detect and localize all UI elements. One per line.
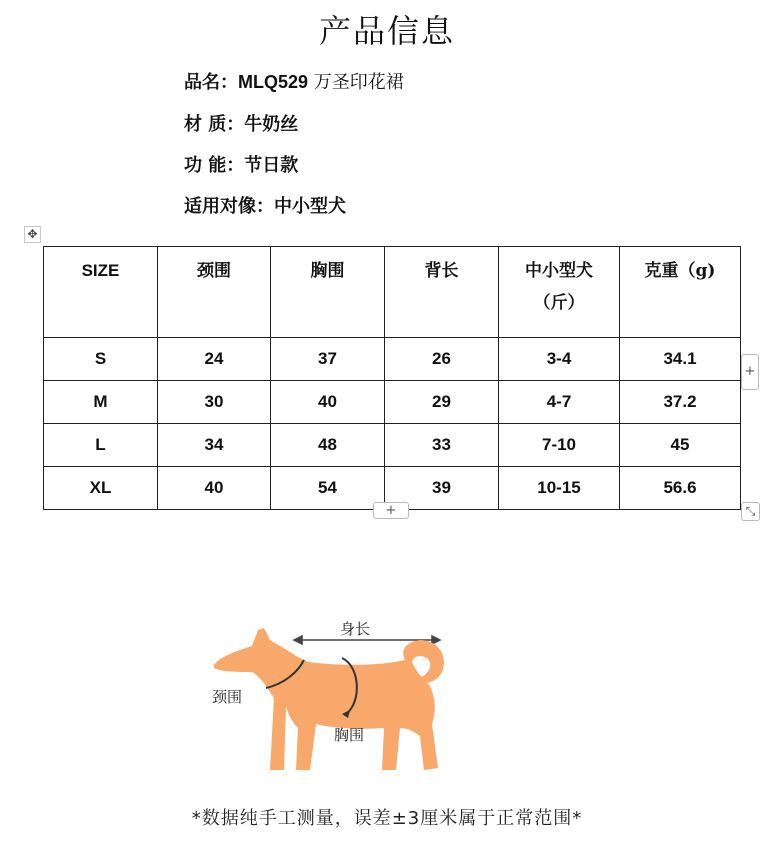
add-column-button[interactable]: + [741, 354, 759, 390]
page-title: 产品信息 [318, 12, 455, 50]
body-length-label: 身长 [340, 620, 371, 638]
table-cell[interactable]: 29 [385, 381, 499, 424]
table-move-handle-icon[interactable]: ✥ [24, 226, 41, 243]
table-cell[interactable]: 33 [385, 424, 499, 467]
header-dog-size-unit: （斤） [533, 293, 585, 313]
target-line [184, 192, 346, 218]
material-label: 材 质： [184, 114, 245, 135]
product-name-label: 品名： [184, 72, 238, 93]
material-line [184, 110, 298, 136]
measurement-footnote: *数据纯手工测量，误差±3厘米属于正常范围* [191, 808, 583, 829]
header-size[interactable]: SIZE [44, 247, 158, 338]
table-cell[interactable]: 7-10 [499, 424, 620, 467]
table-resize-icon[interactable]: ⤡ [741, 502, 760, 521]
table-cell[interactable]: 26 [385, 338, 499, 381]
neck-label: 颈围 [212, 688, 243, 706]
header-back-length[interactable]: 背长 [385, 247, 499, 338]
table-cell[interactable]: L [44, 424, 158, 467]
function-line [184, 151, 298, 177]
header-weight[interactable]: 克重（g) [620, 247, 741, 338]
table-cell[interactable]: 56.6 [620, 467, 741, 510]
table-cell[interactable]: S [44, 338, 158, 381]
chest-label: 胸围 [334, 726, 365, 744]
table-cell[interactable]: M [44, 381, 158, 424]
table-row [44, 424, 741, 467]
table-cell[interactable]: XL [44, 467, 158, 510]
table-cell[interactable]: 45 [620, 424, 741, 467]
table-cell[interactable]: 34 [158, 424, 271, 467]
size-table [43, 246, 741, 510]
table-cell[interactable]: 4-7 [499, 381, 620, 424]
function-label: 功 能： [184, 155, 245, 176]
table-cell[interactable]: 10-15 [499, 467, 620, 510]
table-cell[interactable]: 30 [158, 381, 271, 424]
header-dog-size-label: 中小型犬 [525, 261, 593, 281]
table-cell[interactable]: 3-4 [499, 338, 620, 381]
header-dog-size[interactable] [499, 247, 620, 338]
table-cell[interactable]: 40 [158, 467, 271, 510]
table-cell[interactable]: 24 [158, 338, 271, 381]
table-cell[interactable]: 48 [271, 424, 385, 467]
table-header-row [44, 247, 741, 338]
table-row [44, 338, 741, 381]
table-cell[interactable]: 37.2 [620, 381, 741, 424]
product-name-line [184, 68, 404, 94]
dog-measurement-diagram [200, 610, 460, 785]
dog-body-shape [214, 628, 444, 770]
target-value: 中小型犬 [274, 196, 346, 217]
table-cell[interactable]: 37 [271, 338, 385, 381]
material-value: 牛奶丝 [244, 114, 299, 135]
table-cell[interactable]: 54 [271, 467, 385, 510]
table-cell[interactable]: 40 [271, 381, 385, 424]
product-name-text: 万圣印花裙 [313, 72, 404, 93]
add-row-button[interactable]: + [373, 502, 409, 519]
function-value: 节日款 [244, 155, 299, 176]
header-neck[interactable]: 颈围 [158, 247, 271, 338]
header-chest[interactable]: 胸围 [271, 247, 385, 338]
table-cell[interactable]: 34.1 [620, 338, 741, 381]
product-code: MLQ529 [238, 72, 309, 92]
table-cell[interactable]: 39 [385, 467, 499, 510]
target-label: 适用对像： [184, 196, 274, 217]
table-row [44, 381, 741, 424]
